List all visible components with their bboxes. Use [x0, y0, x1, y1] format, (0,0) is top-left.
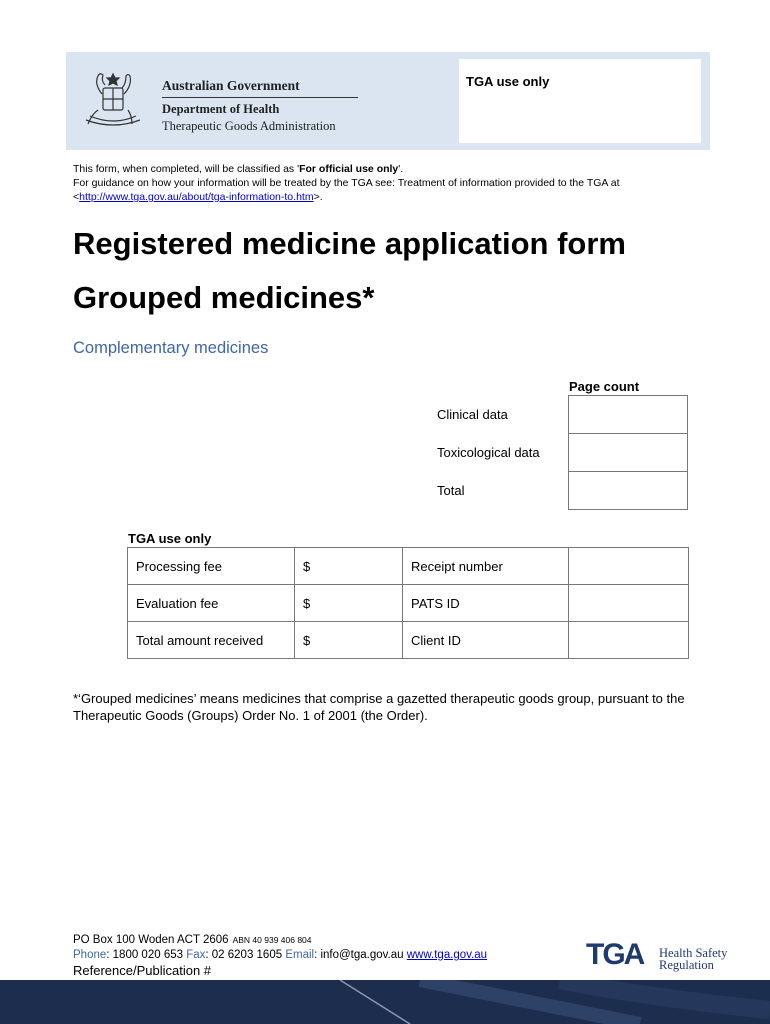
reference-publication: Reference/Publication #: [73, 963, 212, 978]
header-band: [66, 52, 710, 150]
pats-id-field[interactable]: [569, 585, 689, 622]
notice-line2: For guidance on how your information will be treated by the TGA see: Treatment of information provided to the TGA at: [73, 177, 620, 189]
fax-label: Fax: [186, 949, 206, 961]
tga-logo-line2: Regulation: [659, 958, 714, 972]
notice-text: <: [73, 191, 80, 203]
grouped-medicines-footnote: *‘Grouped medicines’ means medicines that comprise a gazetted therapeutic goods group, pursuant to the Therapeutic Goods (Groups) Order No. 1 of 2001 (the Order).: [73, 691, 685, 723]
table-row: [128, 548, 689, 585]
footer-band: [0, 980, 770, 1024]
total-amount-field[interactable]: $: [295, 622, 403, 659]
clinical-data-label: Clinical data: [437, 407, 508, 422]
phone-number: : 1800 020 653: [106, 949, 187, 961]
tga-logo-letters: TGA: [586, 938, 644, 971]
toxicological-data-label: Toxicological data: [437, 445, 540, 460]
evaluation-fee-field[interactable]: $: [295, 585, 403, 622]
email-label: Email: [285, 949, 315, 961]
receipt-number-field[interactable]: [569, 548, 689, 585]
notice-line3: [73, 190, 693, 204]
notice-text: '.: [398, 163, 404, 175]
address-line: [73, 933, 487, 948]
form-title: Registered medicine application form: [73, 226, 626, 261]
form-subtitle: Grouped medicines*: [73, 280, 375, 315]
fax-number: : 02 6203 1605: [205, 949, 286, 961]
total-field[interactable]: [568, 471, 688, 510]
client-id-label: Client ID: [403, 622, 569, 659]
government-wordmark: [162, 78, 358, 134]
tga-logo-tagline: [659, 947, 727, 971]
evaluation-fee-label: Evaluation fee: [128, 585, 295, 622]
agency-name: Therapeutic Goods Administration: [162, 119, 336, 133]
notice-line1: [73, 162, 693, 176]
table-row: [128, 585, 689, 622]
classification-notice: [73, 162, 693, 204]
website-link[interactable]: www.tga.gov.au: [406, 949, 488, 961]
table-row: [128, 622, 689, 659]
gov-title: Australian Government: [162, 78, 300, 93]
abn: ABN 40 939 406 804: [232, 935, 312, 945]
postal-address: PO Box 100 Woden ACT 2606: [73, 934, 229, 946]
processing-fee-label: Processing fee: [128, 548, 295, 585]
divider: [162, 97, 358, 98]
phone-label: Phone: [73, 949, 107, 961]
notice-text: >.: [313, 191, 323, 203]
email-address: : info@tga.gov.au: [314, 949, 407, 961]
processing-fee-field[interactable]: $: [295, 548, 403, 585]
toxicological-data-field[interactable]: [568, 433, 688, 472]
receipt-number-label: Receipt number: [403, 548, 569, 585]
total-amount-label: Total amount received: [128, 622, 295, 659]
client-id-field[interactable]: [569, 622, 689, 659]
tga-use-only-label: TGA use only: [466, 74, 550, 89]
footer-contact: [73, 933, 487, 978]
notice-classification: For official use only: [299, 163, 399, 175]
department-name: Department of Health: [162, 102, 280, 116]
tga-use-only-box: [459, 59, 701, 143]
total-label: Total: [437, 483, 465, 498]
tga-logo: [586, 940, 736, 976]
tga-use-table: [127, 547, 689, 659]
page-count-heading: Page count: [569, 379, 640, 394]
clinical-data-field[interactable]: [568, 395, 688, 434]
pats-id-label: PATS ID: [403, 585, 569, 622]
tga-logo-line1: Health Safety: [659, 946, 728, 960]
tga-information-link[interactable]: http://www.tga.gov.au/about/tga-information-to.htm: [79, 191, 314, 203]
notice-text: This form, when completed, will be classified as ': [73, 163, 300, 175]
form-category: Complementary medicines: [73, 339, 269, 357]
contact-line: [73, 948, 487, 963]
footer-swoosh-icon: [0, 980, 770, 1024]
tga-use-only-heading: TGA use only: [128, 531, 212, 546]
coat-of-arms-icon: [78, 64, 148, 130]
